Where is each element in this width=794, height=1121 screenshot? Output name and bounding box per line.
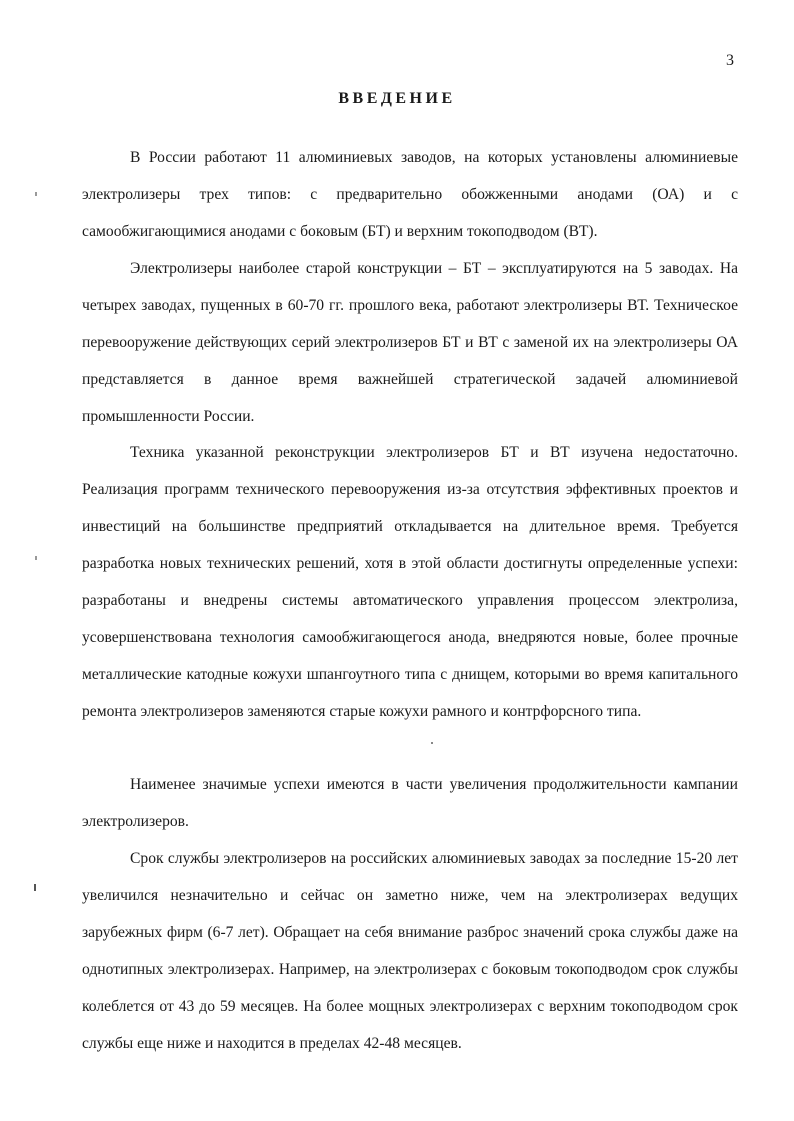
paragraph-reconstruction: Техника указанной реконструкции электролизеров БТ и ВТ изучена недостаточно. Реализация программ технического перевооружения из-за отсутствия эффективных проектов и инвестиций на большинстве предприятий откладывается на длительное время. Требуется разработка новых технических решений, хотя в этой области достигнуты определенные успехи: разработаны и внедрены системы автоматического управления процессом электролиза, усовершенствована технология самообжигающегося анода, внедряются новые, более прочные металлические катодные кожухи шпангоутного типа с днищем, которыми во время капитального ремонта электролизеров заменяются старые кожухи рамного и контрфорсного типа. [82, 444, 738, 720]
page-number: 3 [726, 52, 734, 69]
paragraph-service-life: Срок службы электролизеров на российских алюминиевых заводах за последние 15-20 лет увеличился незначительно и сейчас он заметно ниже, чем на электролизерах ведущих зарубежных фирм (6-7 лет). Обращает на себя внимание разброс значений срока службы даже на однотипных электролизерах. Например, на электролизерах с боковым токоподводом срок службы колеблется от 43 до 59 месяцев. На более мощных электролизерах с верхним токоподводом срок службы еще ниже и находится в пределах 42-48 месяцев. [82, 850, 738, 1052]
page-title: ВВЕДЕНИЕ [338, 90, 456, 107]
paragraph-bt-cells: Электролизеры наиболее старой конструкции – БТ – эксплуатируются на 5 заводах. На четырех заводах, пущенных в 60-70 гг. прошлого века, работают электролизеры ВТ. Техническое перевооружение действующих серий электролизеров БТ и ВТ с заменой их на электролизеры ОА представляется в данное время важнейшей стратегической задачей алюминиевой промышленности России. [82, 260, 738, 425]
scan-speck [431, 742, 433, 744]
scan-speck [35, 556, 37, 560]
scan-speck [35, 192, 37, 196]
paragraph-intro: В России работают 11 алюминиевых заводов, на которых установлены алюминиевые электролизеры трех типов: с предварительно обожженными анодами (ОА) и с самообжигающимися анодами с боковым (БТ) и верхним токоподводом (ВТ). [82, 149, 738, 240]
paragraph-campaign: Наименее значимые успехи имеются в части увеличения продолжительности кампании электролизеров. [82, 776, 738, 830]
scan-speck [34, 884, 36, 891]
